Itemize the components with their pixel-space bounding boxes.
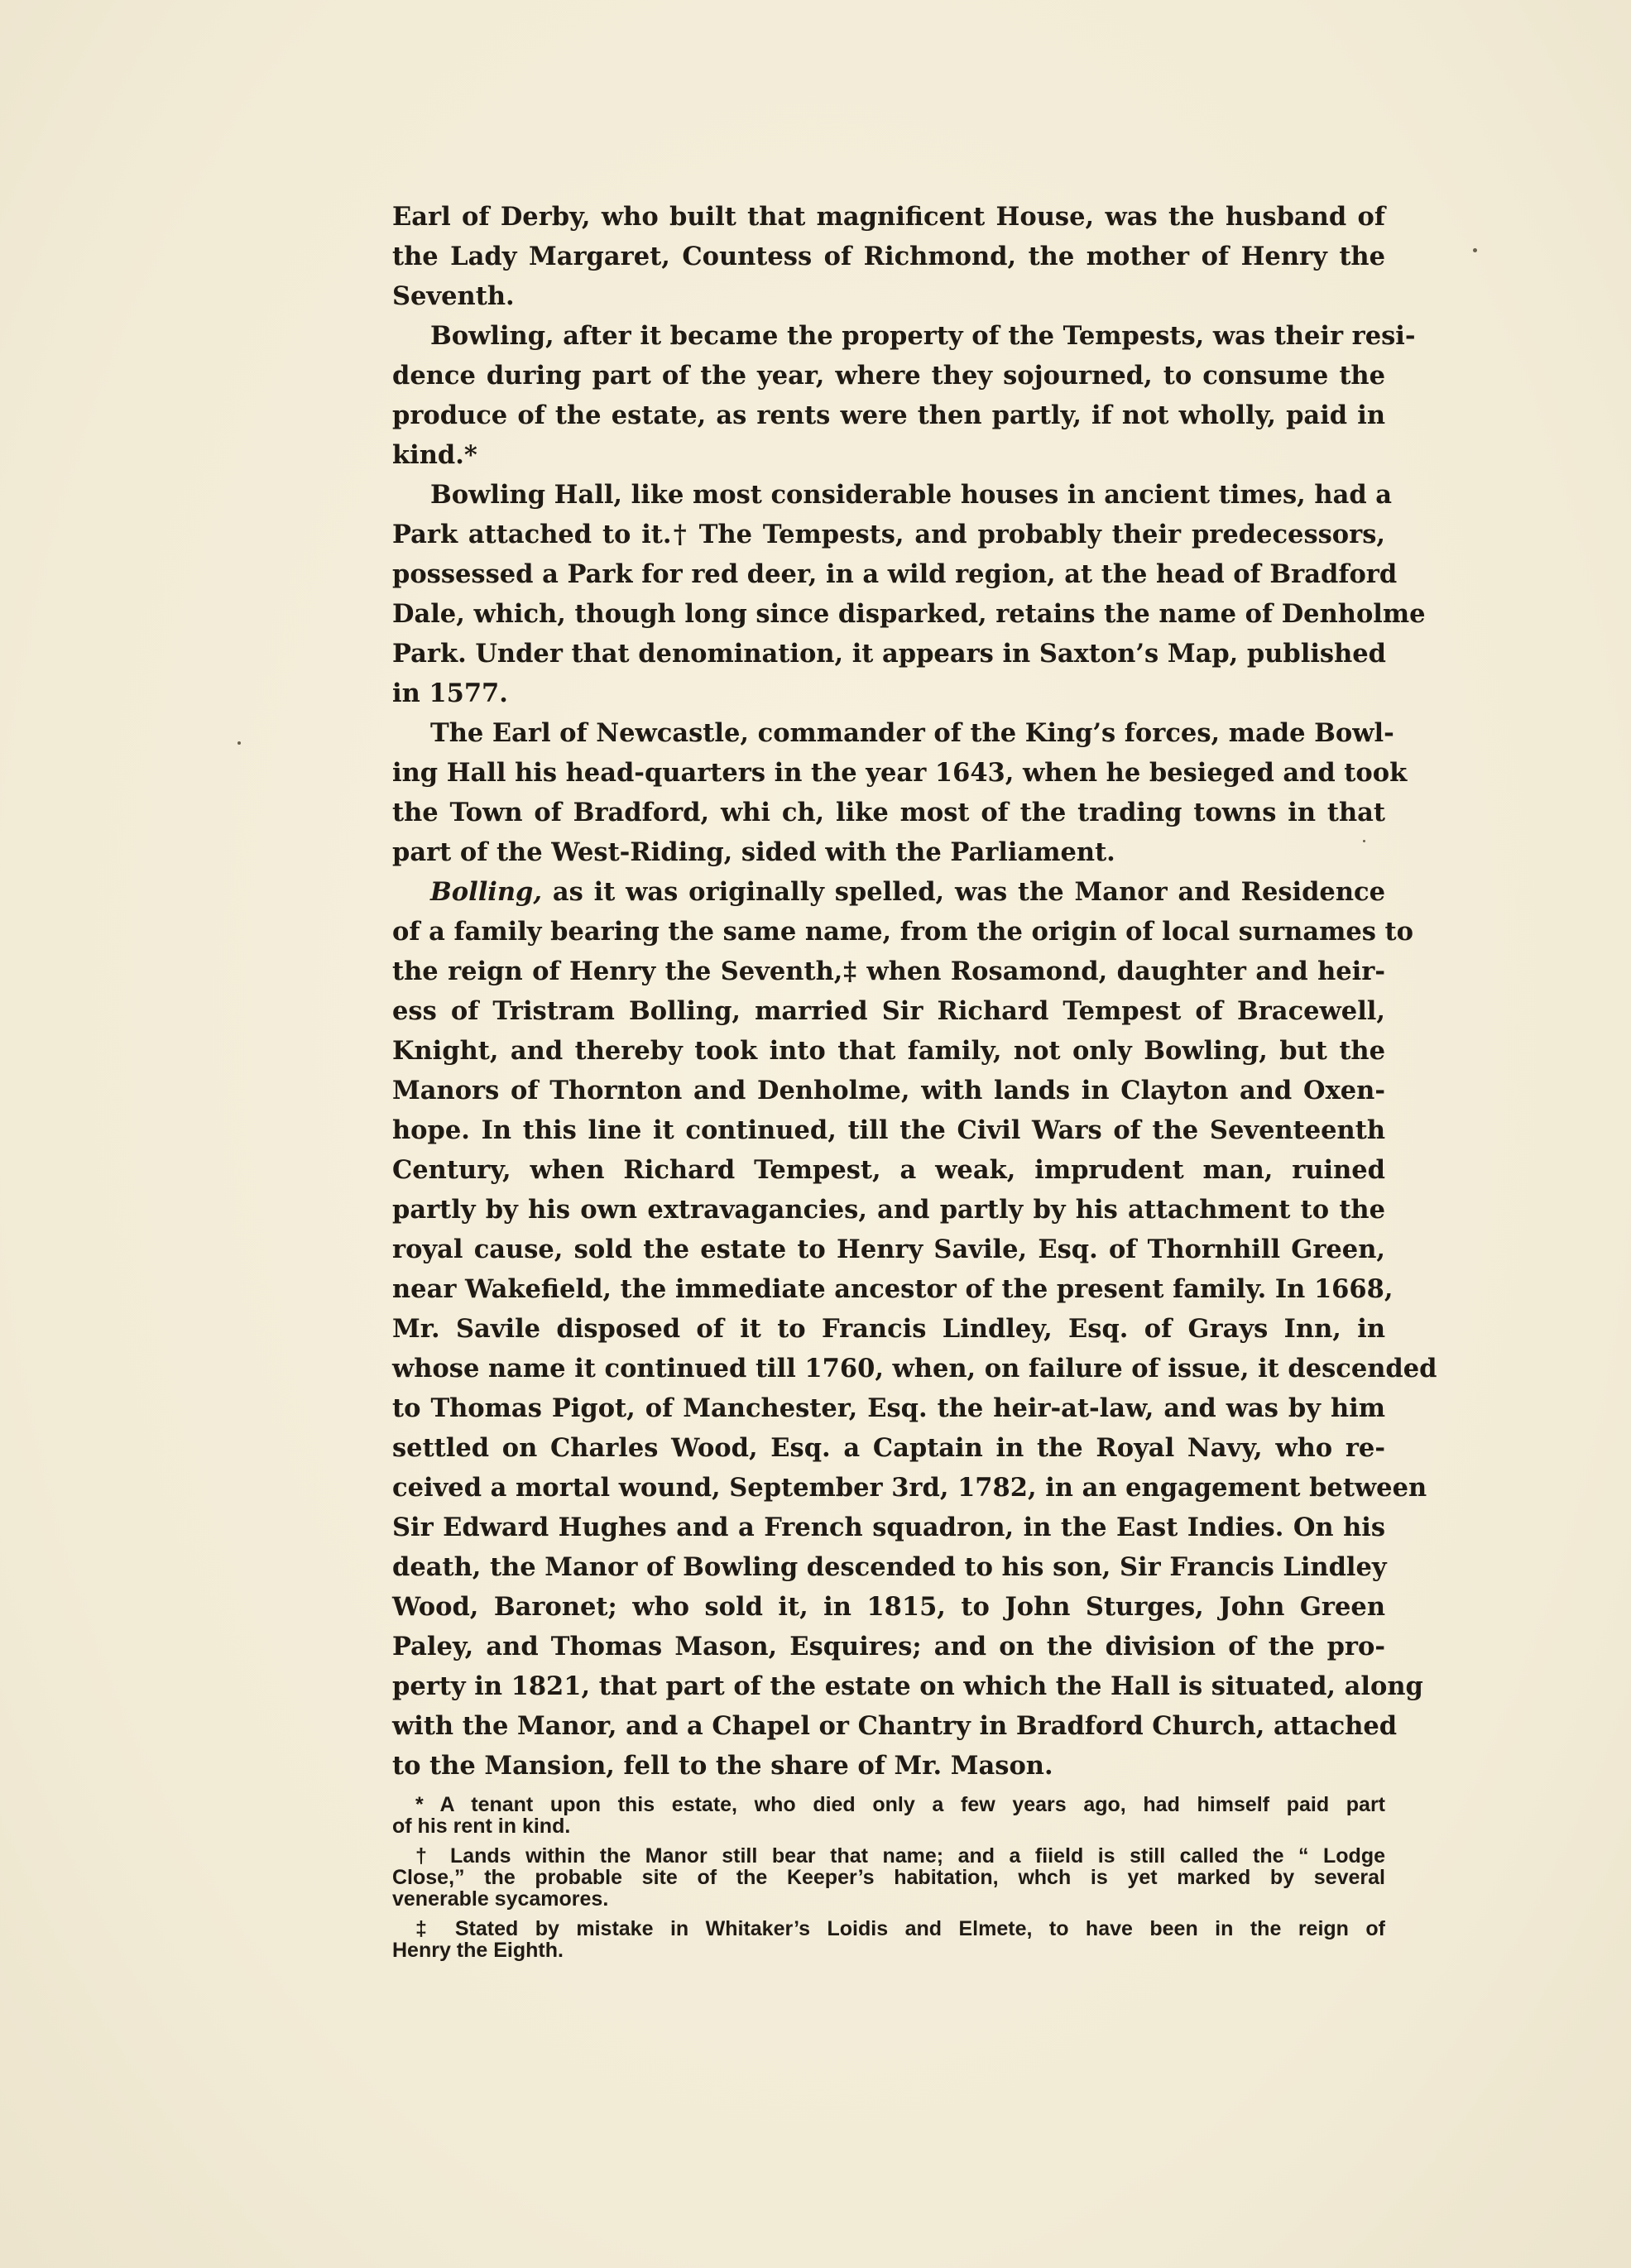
italic-word: Bolling, (430, 877, 543, 907)
footnote-line: * A tenant upon this estate, who died only a few years ago, had himself paid part (415, 1793, 1385, 1816)
text-line: near Wakefield, the immediate ancestor of the present family. In 1668, (392, 1274, 1394, 1304)
text-line: perty in 1821, that part of the estate on which the Hall is situated, along (392, 1671, 1423, 1701)
text-line: Wood, Baronet; who sold it, in 1815, to John Sturges, John Green (392, 1592, 1385, 1622)
text-line: possessed a Park for red deer, in a wild region, at the head of Bradford (392, 559, 1398, 589)
text-line: Paley, and Thomas Mason, Esquires; and on the division of the pro- (392, 1632, 1385, 1661)
footnote-line: Henry the Eighth. (392, 1939, 564, 1962)
text-line: Bowling Hall, like most considerable houses in ancient times, had a (430, 480, 1393, 510)
text-line: of a family bearing the same name, from the origin of local surnames to (392, 917, 1413, 947)
text-line: Dale, which, though long since disparked, retains the name of Denholme (392, 599, 1426, 629)
text-line: with the Manor, and a Chapel or Chantry in Bradford Church, attached (392, 1711, 1398, 1741)
text-line: Earl of Derby, who built that magnificent House, was the husband of (392, 202, 1385, 232)
text-line: The Earl of Newcastle, commander of the King’s forces, made Bowl- (430, 718, 1394, 748)
text-line: produce of the estate, as rents were then partly, if not wholly, paid in (392, 400, 1385, 430)
text-line: Bowling, after it became the property of the Tempests, was their resi- (430, 321, 1416, 351)
text-line: part of the West-Riding, sided with the Parliament. (392, 837, 1115, 867)
footnote-line: ‡ Stated by mistake in Whitaker’s Loidis and Elmete, to have been in the reign of (415, 1917, 1385, 1940)
text-line: dence during part of the year, where they sojourned, to consume the (392, 361, 1385, 391)
footnote-line: Close,” the probable site of the Keeper’s habitation, whch is yet marked by several (392, 1866, 1385, 1889)
paper-speck (1363, 840, 1365, 842)
text-line: death, the Manor of Bowling descended to his son, Sir Francis Lindley (392, 1552, 1387, 1582)
text-line: Sir Edward Hughes and a French squadron, in the East Indies. On his (392, 1513, 1385, 1542)
text-line: royal cause, sold the estate to Henry Savile, Esq. of Thornhill Green, (392, 1235, 1385, 1264)
text-line: to the Mansion, fell to the share of Mr. Mason. (392, 1751, 1053, 1781)
text-line: ing Hall his head-quarters in the year 1643, when he besieged and took (392, 758, 1408, 788)
text-line: kind.* (392, 440, 477, 470)
text-line: in 1577. (392, 678, 508, 708)
footnotes (392, 1794, 1385, 1961)
text-line: Seventh. (392, 281, 515, 311)
paper-speck (237, 741, 241, 745)
text-line: the Town of Bradford, whi ch, like most of the trading towns in that (392, 798, 1385, 827)
main-text (392, 197, 1437, 1786)
text-line: settled on Charles Wood, Esq. a Captain in the Royal Navy, who re- (392, 1433, 1385, 1463)
text-line: the reign of Henry the Seventh,‡ when Rosamond, daughter and heir- (392, 957, 1385, 986)
text-line: Bolling, as it was originally spelled, was the Manor and Residence (430, 877, 1385, 907)
footnote-line: † Lands within the Manor still bear that name; and a fiield is still called the “ Lodge (415, 1844, 1385, 1868)
footnote-line: venerable sycamores. (392, 1887, 609, 1911)
text-line: the Lady Margaret, Countess of Richmond, the mother of Henry the (392, 242, 1385, 271)
text-line: hope. In this line it continued, till the Civil Wars of the Seventeenth (392, 1115, 1385, 1145)
paper-speck (1473, 248, 1477, 252)
text-line: Knight, and thereby took into that family, not only Bowling, but the (392, 1036, 1385, 1066)
text-line: partly by his own extravagancies, and partly by his attachment to the (392, 1195, 1385, 1225)
text-line: Century, when Richard Tempest, a weak, imprudent man, ruined (392, 1155, 1385, 1185)
footnote-line: of his rent in kind. (392, 1815, 571, 1838)
text-line: whose name it continued till 1760, when, on failure of issue, it descended (392, 1354, 1437, 1383)
text-line: Park attached to it.† The Tempests, and probably their predecessors, (392, 520, 1385, 549)
text-line: Park. Under that denomination, it appears in Saxton’s Map, published (392, 639, 1386, 669)
text-line: ceived a mortal wound, September 3rd, 1782, in an engagement between (392, 1473, 1427, 1503)
text-line: ess of Tristram Bolling, married Sir Richard Tempest of Bracewell, (392, 996, 1385, 1026)
text-line: Mr. Savile disposed of it to Francis Lindley, Esq. of Grays Inn, in (392, 1314, 1385, 1344)
text-line: to Thomas Pigot, of Manchester, Esq. the heir-at-law, and was by him (392, 1393, 1385, 1423)
text-line: Manors of Thornton and Denholme, with lands in Clayton and Oxen- (392, 1076, 1385, 1105)
